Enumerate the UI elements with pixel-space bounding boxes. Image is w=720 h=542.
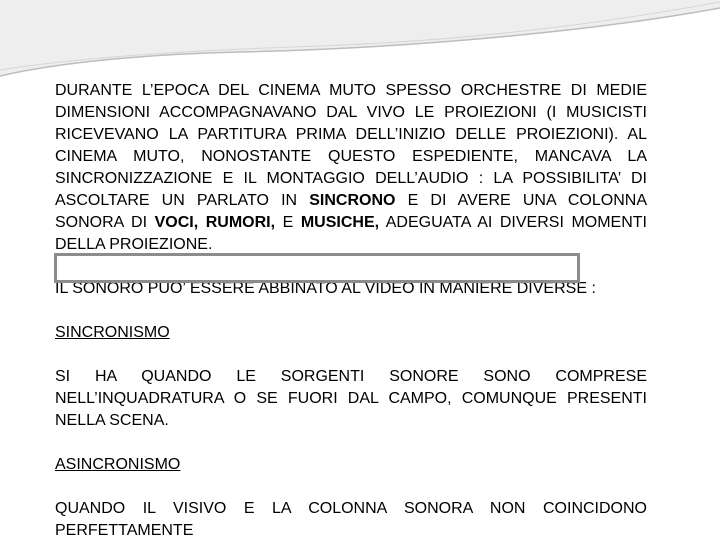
intro-part2: E DI AVERE UNA COLONNA SONORA DI [55, 192, 648, 231]
highlight-frame [54, 253, 580, 283]
intro-paragraph [55, 80, 647, 256]
intro-bold-musiche: MUSICHE, [300, 214, 380, 231]
wave-light-band [0, 0, 720, 76]
intro-part1: DURANTE L’EPOCA DEL CINEMA MUTO SPESSO ORCHESTRE DI MEDIE DIMENSIONI ACCOMPAGNAVANO DAL VIVO LE PROIEZIONI (I MUSICISTI RICEVEVANO LA PARTITURA PRIMA DELL’INIZIO DELLE PROIEZIONI). AL CINEMA MUTO, NONOSTANTE QUESTO ESPEDIENTE, MANCAVA LA SINCRONIZZAZIONE E IL MONTAGGIO DELL’AUDIO : LA POSSIBILITA’ DI ASCOLTARE UN PARLATO IN [55, 82, 647, 209]
intro-bold-voci-rumori: VOCI, RUMORI, [154, 214, 276, 231]
sincronismo-text: SI HA QUANDO LE SORGENTI SONORE SONO COMPRESE NELL’INQUADRATURA O SE FUORI DAL CAMPO, COMUNQUE PRESENTI NELLA SCENA. [55, 368, 647, 429]
intro-part3: E [275, 214, 301, 231]
asincronismo-heading: ASINCRONISMO [55, 456, 181, 473]
intro-part4: ADEGUATA AI DIVERSI MOMENTI DELLA PROIEZIONE. [55, 214, 647, 253]
asincronismo-text: QUANDO IL VISIVO E LA COLONNA SONORA NON COINCIDONO PERFETTAMENTE [55, 500, 647, 539]
intro-bold-sincrono: SINCRONO [309, 192, 396, 209]
sonoro-intro-paragraph: IL SONORO PUO’ ESSERE ABBINATO AL VIDEO IN MANIERE DIVERSE : [55, 280, 596, 297]
sincronismo-heading: SINCRONISMO [55, 324, 170, 341]
slide-text-body [55, 80, 647, 542]
header-wave-decoration [0, 0, 720, 80]
